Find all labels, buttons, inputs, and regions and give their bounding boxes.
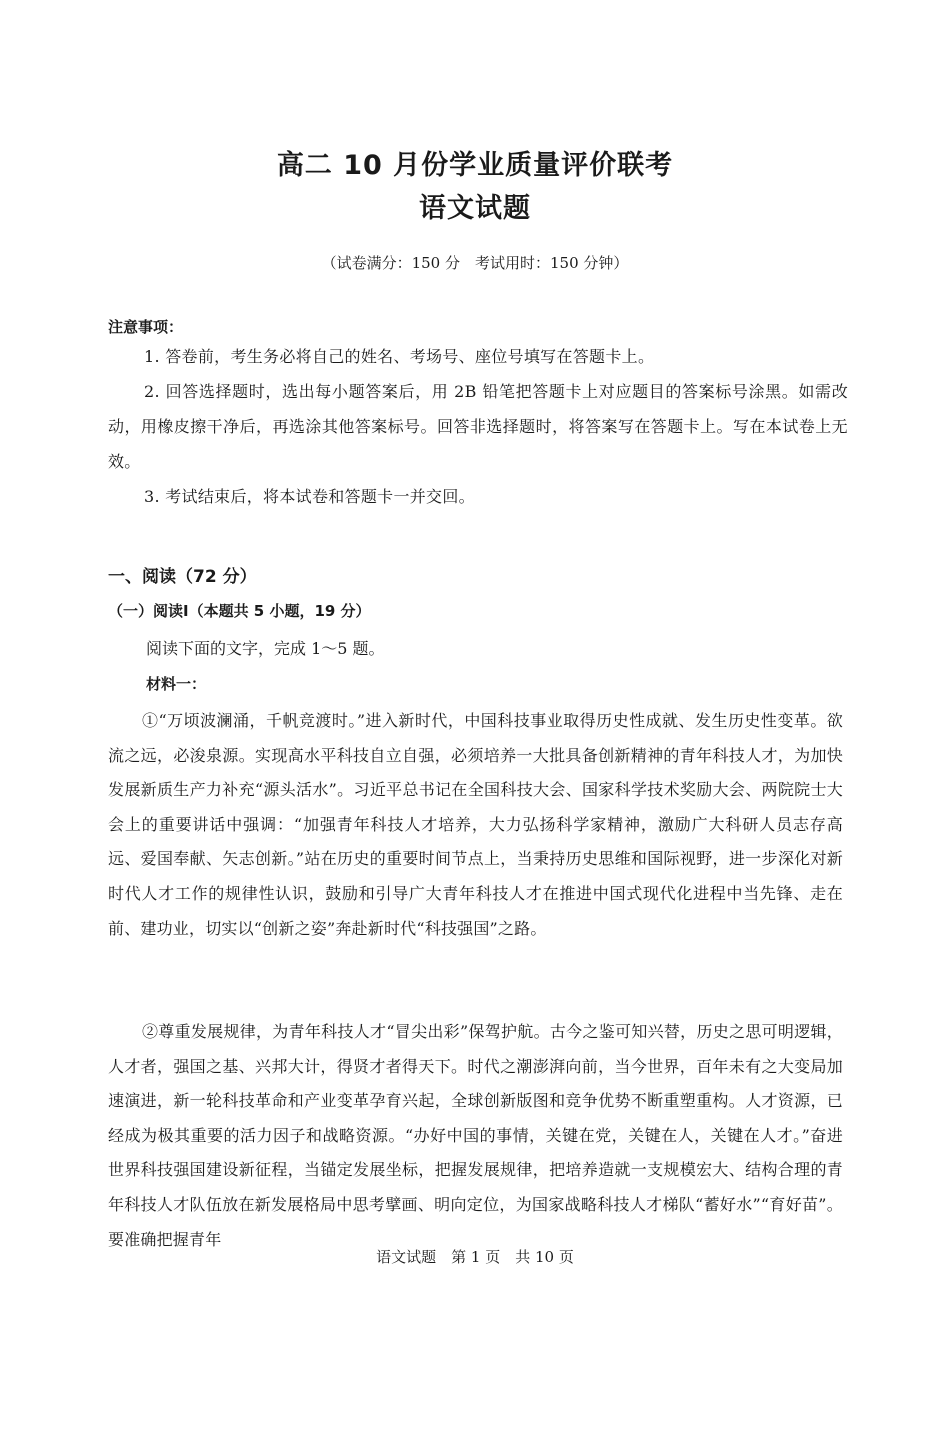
- notice-item: 3. 考试结束后，将本试卷和答题卡一并交回。: [144, 487, 475, 506]
- section-heading: 一、阅读（72 分）: [108, 567, 257, 587]
- subject-title: 语文试题: [419, 193, 531, 224]
- reading-instruction: 阅读下面的文字，完成 1～5 题。: [146, 639, 385, 658]
- passage-paragraph: ①“万顷波澜涌，千帆竞渡时。”进入新时代，中国科技事业取得历史性成就、发生历史性变革。欲流之远，必浚泉源。实现高水平科技自立自强，必须培养一大批具备创新精神的青年科技人才，为加快发展新质生产力补充“源头活水”。习近平总书记在全国科技大会、国家科学技术奖励大会、两院院士大会上的重要讲话中强调：“加强青年科技人才培养，大力弘扬科学家精神，激励广大科研人员志存高远、爱国奉献、矢志创新。”站在历史的重要时间节点上，当秉持历史思维和国际视野，进一步深化对新时代人才工作的规律性认识，鼓励和引导广大青年科技人才在推进中国式现代化进程中当先锋、走在前、建功业，切实以“创新之姿”奔赴新时代“科技强国”之路。: [108, 711, 843, 938]
- passage-paragraph: ②尊重发展规律，为青年科技人才“冒尖出彩”保驾护航。古今之鉴可知兴替，历史之思可明逻辑，人才者，强国之基、兴邦大计，得贤才者得天下。时代之潮澎湃向前，当今世界，百年未有之大变局加速演进，新一轮科技革命和产业变革孕育兴起，全球创新版图和竞争优势不断重塑重构。人才资源，已经成为极其重要的活力因子和战略资源。“办好中国的事情，关键在党，关键在人，关键在人才。”奋进世界科技强国建设新征程，当锚定发展坐标，把握发展规律，把培养造就一支规模宏大、结构合理的青年科技人才队伍放在新发展格局中思考擘画、明向定位，为国家战略科技人才梯队“蓄好水”“育好苗”。要准确把握青年: [108, 1022, 843, 1249]
- exam-title: 高二 10 月份学业质量评价联考: [276, 150, 674, 181]
- notice-heading: 注意事项：: [108, 318, 184, 336]
- notice-item: 2. 回答选择题时，选出每小题答案后，用 2B 铅笔把答题卡上对应题目的答案标号涂黑。如需改动，用橡皮擦干净后，再选涂其他答案标号。回答非选择题时，将答案写在答题卡上。写在本试卷上无效。: [108, 382, 848, 471]
- notice-item: 1. 答卷前，考生务必将自己的姓名、考场号、座位号填写在答题卡上。: [144, 347, 655, 366]
- exam-info: （试卷满分：150 分 考试用时：150 分钟）: [321, 254, 629, 272]
- subsection-heading: （一）阅读Ⅰ（本题共 5 小题，19 分）: [108, 602, 371, 620]
- notice-block: [108, 315, 848, 514]
- material-label: 材料一：: [146, 675, 207, 693]
- page-footer: 语文试题 第 1 页 共 10 页: [376, 1248, 574, 1266]
